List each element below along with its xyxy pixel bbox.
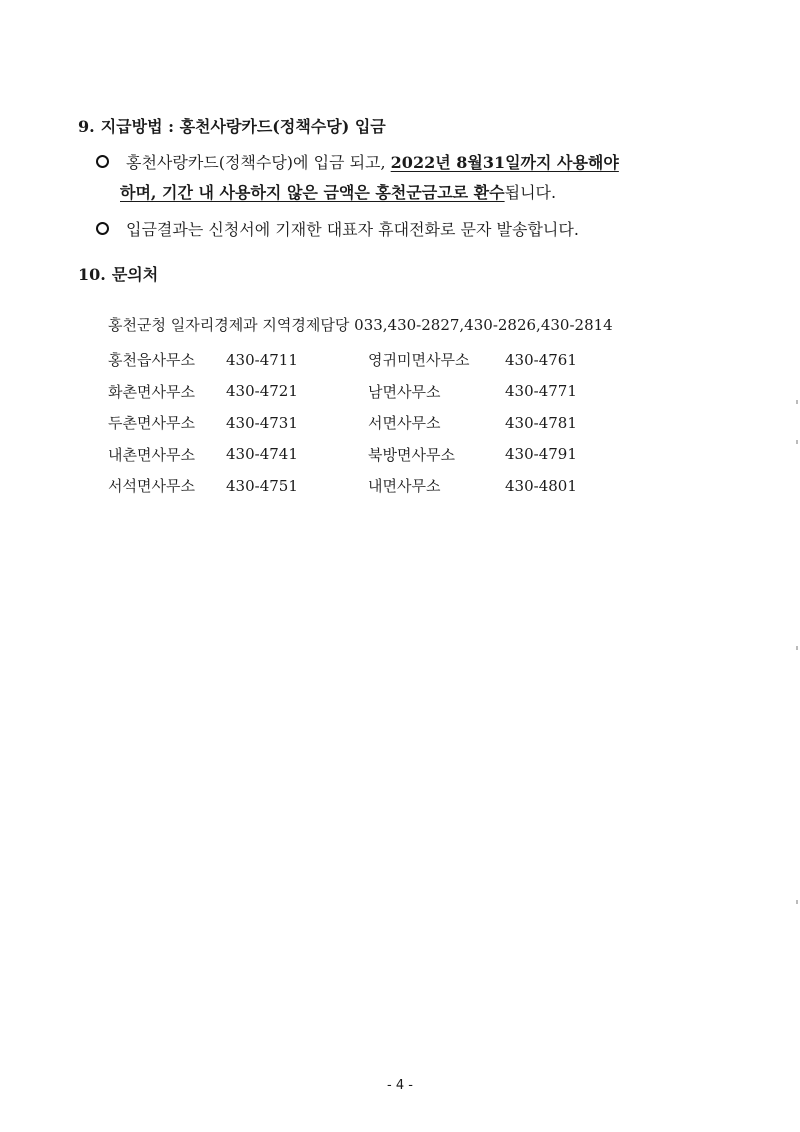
office-phone: 430-4751 xyxy=(226,476,298,495)
section-10-title: 문의처 xyxy=(111,265,159,284)
section-10-number: 10. xyxy=(78,265,106,284)
office-phone: 430-4761 xyxy=(505,350,577,369)
office-phone: 430-4791 xyxy=(505,445,577,464)
table-row xyxy=(108,439,595,471)
bullet-1-deadline-emphasis: 2022년 8월31일까지 사용해야 xyxy=(390,153,619,172)
section-9-title: 지급방법 : 홍천사랑카드(정책수당) 입금 xyxy=(100,117,386,136)
office-phone: 430-4711 xyxy=(226,350,298,369)
table-row xyxy=(108,344,595,376)
office-name: 두촌면사무소 xyxy=(108,414,195,433)
scan-edge-mark xyxy=(796,900,798,904)
office-phone: 430-4721 xyxy=(226,382,298,401)
bullet-1-line-1 xyxy=(126,150,619,173)
page-number: - 4 - xyxy=(387,1078,413,1093)
section-9-heading xyxy=(78,114,386,137)
office-phone-table xyxy=(108,344,595,502)
scan-edge-mark xyxy=(796,400,798,404)
office-name: 북방면사무소 xyxy=(368,445,455,464)
bullet-1-line-2 xyxy=(120,180,556,203)
office-name: 서면사무소 xyxy=(368,414,441,433)
hollow-circle-bullet-icon xyxy=(96,155,109,168)
bullet-1-refund-emphasis: 하며, 기간 내 사용하지 않은 금액은 홍천군금고로 환수 xyxy=(120,183,505,202)
table-row xyxy=(108,376,595,408)
section-10-heading xyxy=(78,262,158,285)
hollow-circle-bullet-icon xyxy=(96,222,109,235)
scan-edge-mark xyxy=(796,440,798,444)
office-name: 서석면사무소 xyxy=(108,477,195,496)
scan-edge-mark xyxy=(796,646,798,650)
bullet-1-text-b: 됩니다. xyxy=(504,183,557,202)
office-name: 영귀미면사무소 xyxy=(368,351,470,370)
main-contact-line: 홍천군청 일자리경제과 지역경제담당 033,430-2827,430-2826,430-2814 xyxy=(108,316,613,334)
bullet-2-text: 입금결과는 신청서에 기재한 대표자 휴대전화로 문자 발송합니다. xyxy=(126,220,579,239)
office-phone: 430-4771 xyxy=(505,382,577,401)
office-phone: 430-4781 xyxy=(505,413,577,432)
office-name: 내면사무소 xyxy=(368,477,441,496)
office-name: 홍천읍사무소 xyxy=(108,351,195,370)
office-phone: 430-4741 xyxy=(226,445,298,464)
office-name: 내촌면사무소 xyxy=(108,445,195,464)
bullet-1-text-a: 홍천사랑카드(정책수당)에 입금 되고, xyxy=(126,153,391,172)
table-row xyxy=(108,407,595,439)
bullet-2-line xyxy=(126,217,579,240)
table-row xyxy=(108,470,595,502)
office-name: 화촌면사무소 xyxy=(108,382,195,401)
section-9-number: 9. xyxy=(78,117,95,136)
office-phone: 430-4801 xyxy=(505,476,577,495)
office-phone: 430-4731 xyxy=(226,413,298,432)
office-name: 남면사무소 xyxy=(368,382,441,401)
